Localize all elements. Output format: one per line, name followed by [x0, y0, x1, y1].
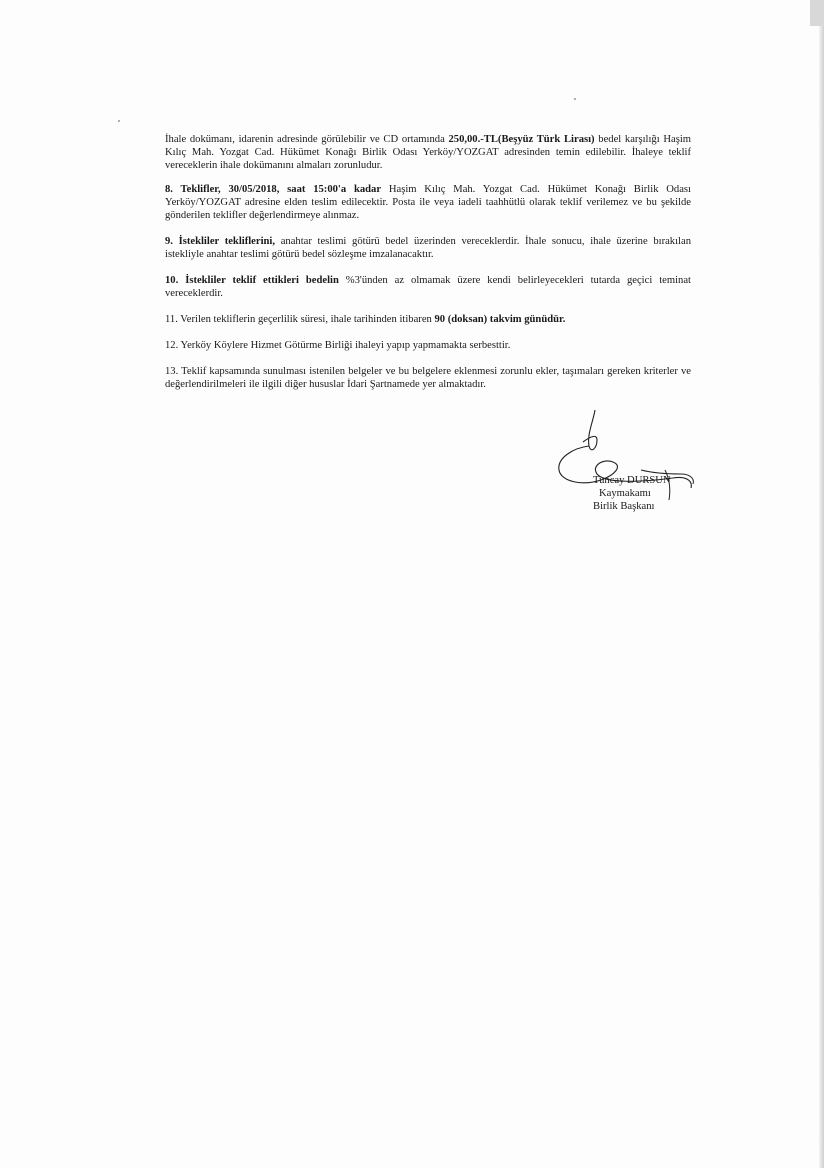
signer-role: Birlik Başkanı: [593, 501, 655, 512]
text-segment: anahtar teslimi götürü bedel üzerinden vereceklerdir. İhale sonucu, ihale üzerine bırakılan istekliyle anahtar teslimi götürü bedel sözleşme imzalanacaktır.: [165, 236, 691, 260]
text-segment: %3'ünden az olmamak üzere kendi belirleyecekleri tutarda geçici teminat vereceklerdir.: [165, 275, 691, 299]
paragraph-13: [165, 365, 691, 391]
bold-text-segment: 250,00.-TL(Beşyüz Türk Lirası): [448, 134, 595, 145]
paragraph-12: [165, 339, 691, 352]
scan-speck: [574, 98, 576, 100]
bold-text-segment: 10. İstekliler teklif ettikleri bedelin: [165, 275, 339, 286]
document-body: [165, 133, 691, 404]
paragraph-10: [165, 274, 691, 300]
paragraph-11: [165, 313, 691, 326]
bold-text-segment: 90 (doksan) takvim günüdür.: [434, 314, 566, 325]
scan-edge-shadow: [819, 0, 824, 1168]
signer-title: Kaymakamı: [599, 488, 651, 499]
bold-text-segment: 8. Teklifler, 30/05/2018, saat 15:00'a kadar: [165, 184, 382, 195]
text-segment: 12. Yerköy Köylere Hizmet Götürme Birliği ihaleyi yapıp yapmamakta serbesttir.: [165, 340, 511, 351]
text-segment: 13. Teklif kapsamında sunulması istenilen belgeler ve bu belgelere eklenmesi zorunlu ekler, taşımaları gereken kriterler ve değerlendirilmeleri ile ilgili diğer hususlar İdari Şartnamede yer almaktadır.: [165, 366, 691, 390]
text-segment: İhale dokümanı, idarenin adresinde görülebilir ve CD ortamında: [165, 134, 449, 145]
text-segment: Haşim Kılıç Mah. Yozgat Cad. Hükümet Konağı Birlik Odası Yerköy/YOZGAT adresine elden teslim edilecektir. Posta ile veya iadeli taahhütlü olarak teklif verilemez ve bu şekilde gönderilen teklifler değerlendirmeye alınmaz.: [165, 184, 691, 221]
text-segment: 11. Verilen tekliflerin geçerlilik süresi, ihale tarihinden itibaren: [165, 314, 435, 325]
signature-block: [553, 408, 703, 523]
paragraph-9: [165, 235, 691, 261]
bold-text-segment: 9. İstekliler tekliflerini,: [165, 236, 276, 247]
signer-name: Tuncay DURSUN: [593, 475, 671, 486]
paragraph-intro: [165, 133, 691, 172]
scan-speck: [118, 120, 120, 122]
scan-corner-mark: [810, 0, 824, 26]
text-segment: bedel karşılığı Haşim Kılıç Mah. Yozgat Cad. Hükümet Konağı Birlik Odası Yerköy/YOZGAT adresinden temin edilebilir. İhaleye teklif vereceklerin ihale dokümanını almaları zorunludur.: [165, 134, 692, 171]
paragraph-8: [165, 183, 691, 222]
